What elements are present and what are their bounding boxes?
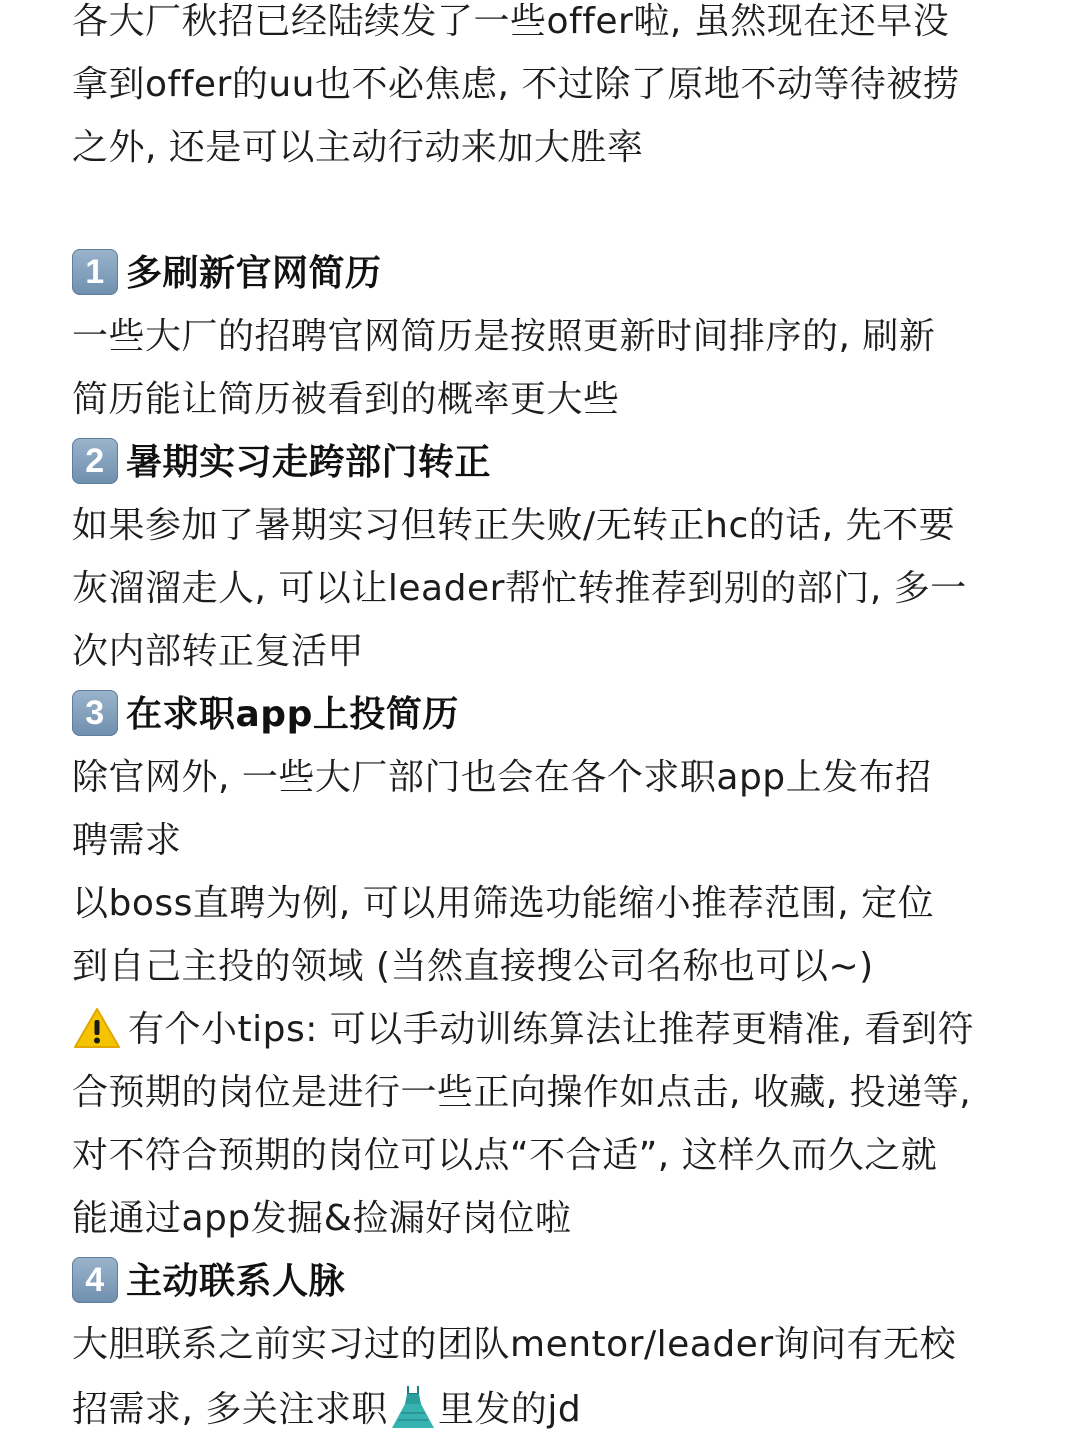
tip-4-line-2-after: 里发的jd (437, 1389, 582, 1430)
tip-3-line-2: 聘需求 (72, 820, 182, 861)
number-1-badge: 1 (72, 249, 118, 295)
tip-3-warning-text: 有个小tips: 可以手动训练算法让推荐更精准, 看到符 (128, 1009, 975, 1050)
tip-3-heading (72, 693, 459, 737)
tip-3-warning-line-3: 对不符合预期的岗位可以点“不合适”, 这样久而久之就 (72, 1135, 938, 1176)
tip-4-heading (72, 1260, 345, 1304)
tip-1-title: 多刷新官网简历 (126, 253, 382, 294)
number-3-badge: 3 (72, 690, 118, 736)
tip-1-line-2: 简历能让简历被看到的概率更大些 (72, 379, 620, 420)
tip-3-warning-line-4: 能通过app发掘&捡漏好岗位啦 (72, 1198, 572, 1239)
tip-4-line-1: 大胆联系之前实习过的团队mentor/leader询问有无校 (72, 1324, 957, 1365)
intro-line-2: 拿到offer的uu也不必焦虑, 不过除了原地不动等待被捞 (72, 64, 960, 105)
tip-1-heading (72, 252, 382, 296)
tip-1-line-1: 一些大厂的招聘官网简历是按照更新时间排序的, 刷新 (72, 316, 936, 357)
tip-2-title: 暑期实习走跨部门转正 (126, 442, 492, 483)
number-4-badge: 4 (72, 1257, 118, 1303)
tip-3-warning-line-1 (72, 1008, 974, 1052)
intro-line-1: 各大厂秋招已经陆续发了一些offer啦, 虽然现在还早没 (72, 1, 950, 42)
tip-2-heading (72, 441, 491, 485)
intro-line-3: 之外, 还是可以主动行动来加大胜率 (72, 127, 644, 168)
tip-3-title: 在求职app上投简历 (126, 694, 459, 735)
tip-2-line-2: 灰溜溜走人, 可以让leader帮忙转推荐到别的部门, 多一 (72, 568, 967, 609)
tip-3-warning-line-2: 合预期的岗位是进行一些正向操作如点击, 收藏, 投递等, (72, 1072, 972, 1113)
tip-2-line-1: 如果参加了暑期实习但转正失败/无转正hc的话, 先不要 (72, 505, 956, 546)
tip-3-line-3: 以boss直聘为例, 可以用筛选功能缩小推荐范围, 定位 (72, 883, 935, 924)
number-2-badge: 2 (72, 438, 118, 484)
tip-3-line-1: 除官网外, 一些大厂部门也会在各个求职app上发布招 (72, 757, 932, 798)
tip-4-line-2-before: 招需求, 多关注求职 (72, 1389, 388, 1430)
tip-4-line-2 (72, 1386, 581, 1430)
tip-4-title: 主动联系人脉 (126, 1261, 346, 1302)
tip-3-line-4: 到自己主投的领域 (当然直接搜公司名称也可以~) (72, 946, 874, 987)
dress-icon (388, 1382, 438, 1432)
tip-2-line-3: 次内部转正复活甲 (72, 631, 365, 672)
warning-icon (72, 1006, 122, 1050)
